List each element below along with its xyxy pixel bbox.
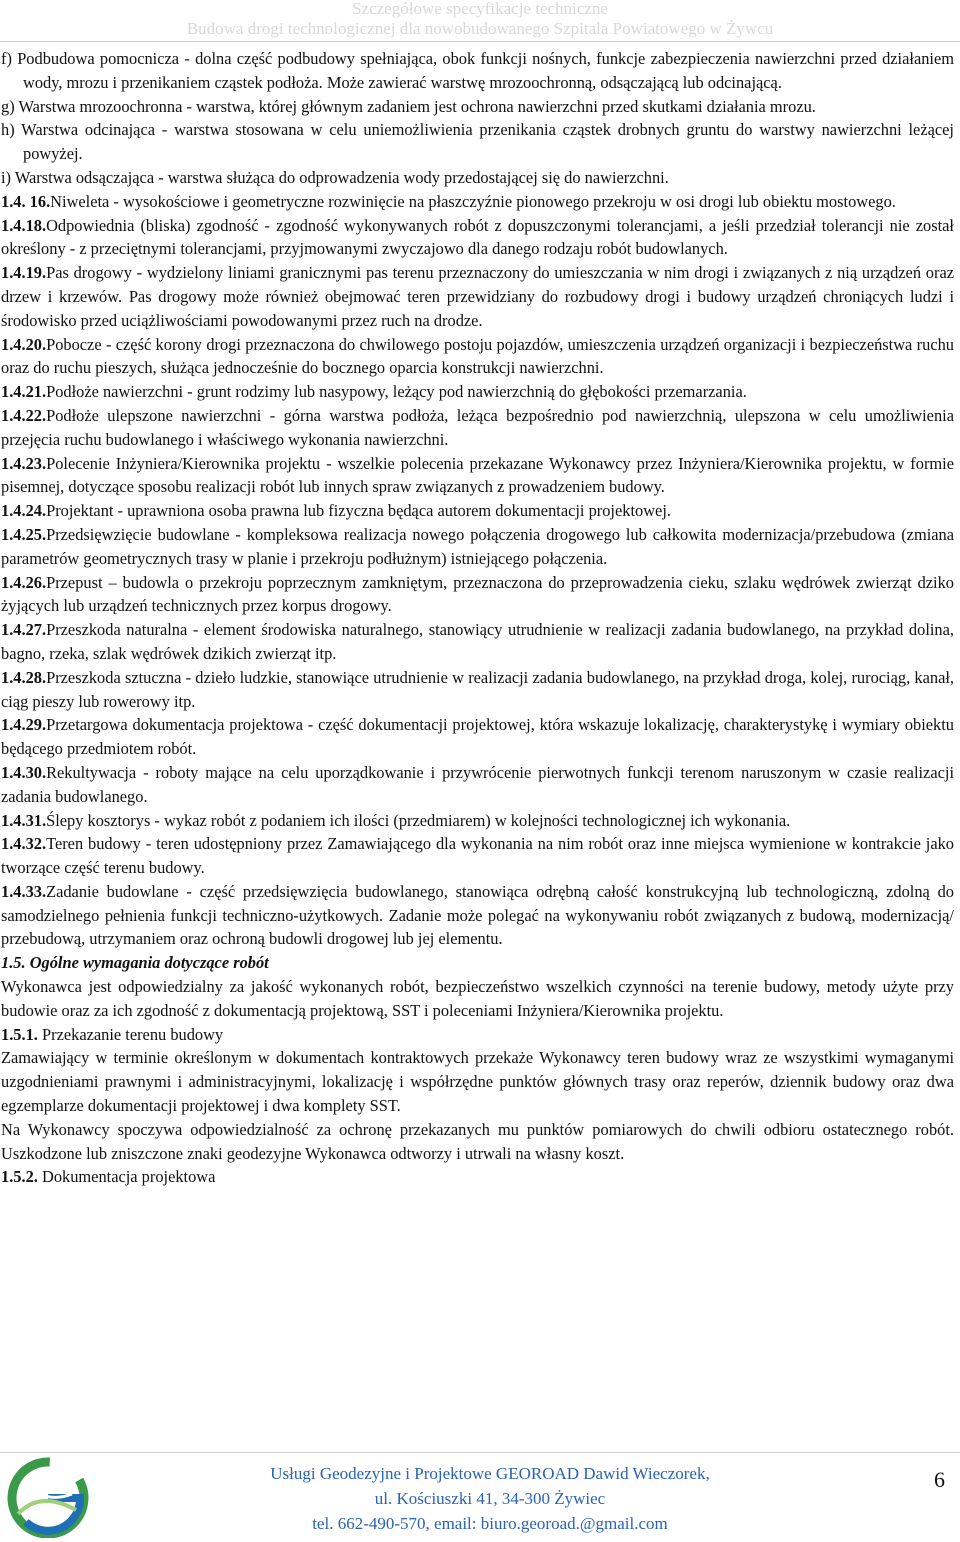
footer-company: Usługi Geodezyjne i Projektowe GEOROAD Dawid Wieczorek, (270, 1464, 710, 1483)
definition-1-4-20 (1, 333, 954, 381)
definition-text: Przeszkoda naturalna - element środowiska naturalnego, stanowiący utrudnienie w realizacji zadania budowlanego, na przykład dolina, bagno, rzeka, szlak wędrówek dzikich zwierząt itp. (1, 620, 954, 663)
definition-number: 1.4.23. (1, 453, 47, 473)
section-heading-1-5-1 (1, 1023, 954, 1047)
definition-1-4-31 (1, 809, 954, 833)
header-title: Szczegółowe specyfikacje techniczne (352, 0, 608, 18)
section-number: 1.5.2. (1, 1167, 38, 1187)
definition-1-4-23 (1, 452, 954, 500)
header-rule (0, 41, 960, 42)
definition-1-4-25 (1, 523, 954, 571)
definition-number: 1.4.21. (1, 382, 47, 402)
list-item-g: g) Warstwa mrozoochronna - warstwa, której głównym zadaniem jest ochrona nawierzchni przed skutkami działania mrozu. (1, 96, 816, 116)
section-title: Ogólne wymagania dotyczące robót (29, 953, 269, 973)
section-1-5-1-paragraph-1: Zamawiający w terminie określonym w dokumentach kontraktowych przekaże Wykonawcy teren budowy wraz ze wszystkimi wymaganymi uzgodnieniami prawnymi i administracyjnymi, lokalizację i współrzędne punktów głównych trasy oraz reperów, dziennik budowy oraz dwa egzemplarze dokumentacji projektowej i dwa komplety SST. (1, 1048, 954, 1116)
definition-text: Podłoże nawierzchni - grunt rodzimy lub nasypowy, leżący pod nawierzchnią do głębokości przemarzania. (46, 382, 747, 402)
definition-number: 1.4.29. (1, 715, 47, 735)
definition-1-4-30 (1, 761, 954, 809)
definition-text: Pas drogowy - wydzielony liniami granicznymi pas terenu przeznaczony do umieszczania w nim drogi i związanych z nią urządzeń oraz drzew i krzewów. Pas drogowy może również obejmować teren przewidziany do rozbudowy drogi i budowy urządzeń chroniących ludzi i środowisko przed uciążliwościami powodowanymi przez ruch na drodze. (1, 263, 954, 330)
definition-text: Projektant - uprawniona osoba prawna lub fizyczna będąca autorem dokumentacji projektowej. (46, 501, 671, 521)
definition-number: 1.4.27. (1, 620, 47, 640)
definition-1-4-32 (1, 832, 954, 880)
header-subtitle: Budowa drogi technologicznej dla nowobudowanego Szpitala Powiatowego w Żywcu (186, 19, 774, 38)
definition-number: 1.4.30. (1, 762, 47, 782)
definition-text: Polecenie Inżyniera/Kierownika projektu - wszelkie polecenia przekazane Wykonawcy przez Inżyniera/Kierownika projektu, w formie pisemnej, dotyczące sposobu realizacji robót lub innych spraw związanych z prowadzeniem budowy. (1, 453, 954, 497)
section-heading-1-5 (1, 951, 954, 975)
definition-1-4-24 (1, 499, 954, 523)
definition-1-4-28 (1, 666, 954, 714)
definition-text: Rekultywacja - roboty mające na celu uporządkowanie i przywrócenie pierwotnych funkcji terenom naruszonym w czasie realizacji zadania budowlanego. (1, 762, 954, 806)
footer-rule (0, 1452, 960, 1453)
definition-text: Przedsięwzięcie budowlane - kompleksowa realizacja nowego połączenia drogowego lub całkowita modernizacja/przebudowa (zmiana parametrów geometrycznych trasy w planie i przekroju podłużnym) istniejącego połączenia. (1, 524, 954, 568)
definition-text: Pobocze - część korony drogi przeznaczona do chwilowego postoju pojazdów, umieszczenia urządzeń organizacji i bezpieczeństwa ruchu oraz do ruchu pieszych, służąca jednocześnie do bocznego oparcia konstrukcji nawierzchni. (1, 334, 954, 378)
section-1-5-paragraph: Wykonawca jest odpowiedzialny za jakość wykonanych robót, bezpieczeństwo wszelkich czynności na terenie budowy, metody użyte przy budowie oraz za ich zgodność z dokumentacją projektową, SST i poleceniami Inżyniera/Kierownika projektu. (1, 977, 954, 1020)
list-item-f: f) Podbudowa pomocnicza - dolna część podbudowy spełniająca, obok funkcji nośnych, funkcje zabezpieczenia nawierzchni przed działaniem wody, mrozu i przenikaniem cząstek podłoża. Może zawierać warstwę mrozoochronną, odsączającą lub odcinającą. (1, 49, 954, 92)
definition-text: Przetargowa dokumentacja projektowa - część dokumentacji projektowej, która wskazuje lokalizację, charakterystykę i wymiary obiektu będącego przedmiotem robót. (1, 715, 954, 759)
definition-1-4-16 (1, 190, 954, 214)
section-1-5-1-paragraph-2: Na Wykonawcy spoczywa odpowiedzialność za ochronę przekazanych mu punktów pomiarowych do chwili odbioru ostatecznego robót. Uszkodzone lub zniszczone znaki geodezyjne Wykonawca odtworzy i utrwali na własny koszt. (1, 1119, 954, 1163)
section-number: 1.5. (1, 953, 26, 973)
definition-1-4-22 (1, 404, 954, 452)
list-item-h: h) Warstwa odcinająca - warstwa stosowana w celu uniemożliwienia przenikania cząstek drobnych gruntu do warstwy nawierzchni leżącej powyżej. (1, 120, 954, 164)
definition-number: 1.4.19. (1, 263, 47, 283)
section-heading-1-5-2 (1, 1165, 954, 1189)
definition-text: Odpowiednia (bliska) zgodność - zgodność wykonywanych robót z dopuszczonymi tolerancjami, a jeśli przedział tolerancji nie został określony - z przeciętnymi tolerancjami, przyjmowanymi zwyczajowo dla danego rodzaju robót budowlanych. (1, 215, 954, 259)
definition-text: Przeszkoda sztuczna - dzieło ludzkie, stanowiące utrudnienie w realizacji zadania budowlanego, na przykład droga, kolej, rurociąg, kanał, ciąg pieszy lub rowerowy itp. (1, 667, 954, 711)
definition-1-4-21 (1, 380, 954, 404)
definition-number: 1.4.32. (1, 834, 47, 854)
definition-number: 1.4.33. (1, 881, 47, 901)
definition-number: 1.4.28. (1, 667, 47, 687)
page-header (0, 0, 960, 40)
page-number: 6 (934, 1467, 945, 1492)
section-number: 1.5.1. (1, 1024, 38, 1044)
definition-text: Ślepy kosztorys - wykaz robót z podaniem ich ilości (przedmiarem) w kolejności technologicznej ich wykonania. (46, 810, 791, 830)
definition-1-4-29 (1, 713, 954, 761)
footer-contact: tel. 662-490-570, email: biuro.georoad.@gmail.com (312, 1514, 668, 1533)
definition-number: 1.4. 16. (1, 191, 51, 211)
definition-text: Niweleta - wysokościowe i geometryczne rozwinięcie na płaszczyźnie pionowego przekroju w osi drogi lub obiektu mostowego. (50, 191, 896, 211)
definition-text: Podłoże ulepszone nawierzchni - górna warstwa podłoża, leżąca bezpośrednio pod nawierzchnią, ulepszona w celu umożliwienia przejęcia ruchu budowlanego i właściwego wykonania nawierzchni. (1, 405, 954, 449)
definition-number: 1.4.26. (1, 572, 47, 592)
section-title: Przekazanie terenu budowy (42, 1024, 224, 1044)
definition-number: 1.4.20. (1, 334, 47, 354)
definition-number: 1.4.25. (1, 524, 47, 544)
definition-1-4-19 (1, 261, 954, 332)
definition-1-4-27 (1, 618, 954, 666)
footer (120, 1461, 860, 1536)
definition-number: 1.4.24. (1, 501, 47, 521)
definition-text: Przepust – budowla o przekroju poprzecznym zamkniętym, przeznaczona do przeprowadzenia cieku, szlaku wędrówek zwierząt dziko żyjących lub urządzeń technicznych przez korpus drogowy. (1, 572, 954, 616)
section-title: Dokumentacja projektowa (42, 1167, 216, 1187)
footer-address: ul. Kościuszki 41, 34-300 Żywiec (374, 1489, 606, 1508)
definition-number: 1.4.31. (1, 810, 47, 830)
document-body (1, 47, 954, 1189)
definition-1-4-18 (1, 214, 954, 262)
definition-text: Zadanie budowlane - część przedsięwzięcia budowlanego, stanowiąca odrębną całość konstrukcyjną lub technologiczną, zdolną do samodzielnego pełnienia funkcji techniczno-użytkowych. Zadanie może polegać na wykonywaniu robót związanych z budową, modernizacją/ przebudową, utrzymaniem oraz ochroną budowli drogowej lub jej elementu. (1, 881, 954, 949)
definition-text: Teren budowy - teren udostępniony przez Zamawiającego dla wykonania na nim robót oraz inne miejsca wymienione w kontrakcie jako tworzące część terenu budowy. (1, 834, 954, 878)
definition-number: 1.4.22. (1, 405, 47, 425)
definition-number: 1.4.18. (1, 215, 47, 235)
definition-1-4-26 (1, 571, 954, 619)
definition-1-4-33 (1, 880, 954, 951)
list-item-i: i) Warstwa odsączająca - warstwa służąca do odprowadzenia wody przedostającej się do nawierzchni. (1, 167, 669, 187)
georoad-logo-icon (6, 1454, 90, 1538)
